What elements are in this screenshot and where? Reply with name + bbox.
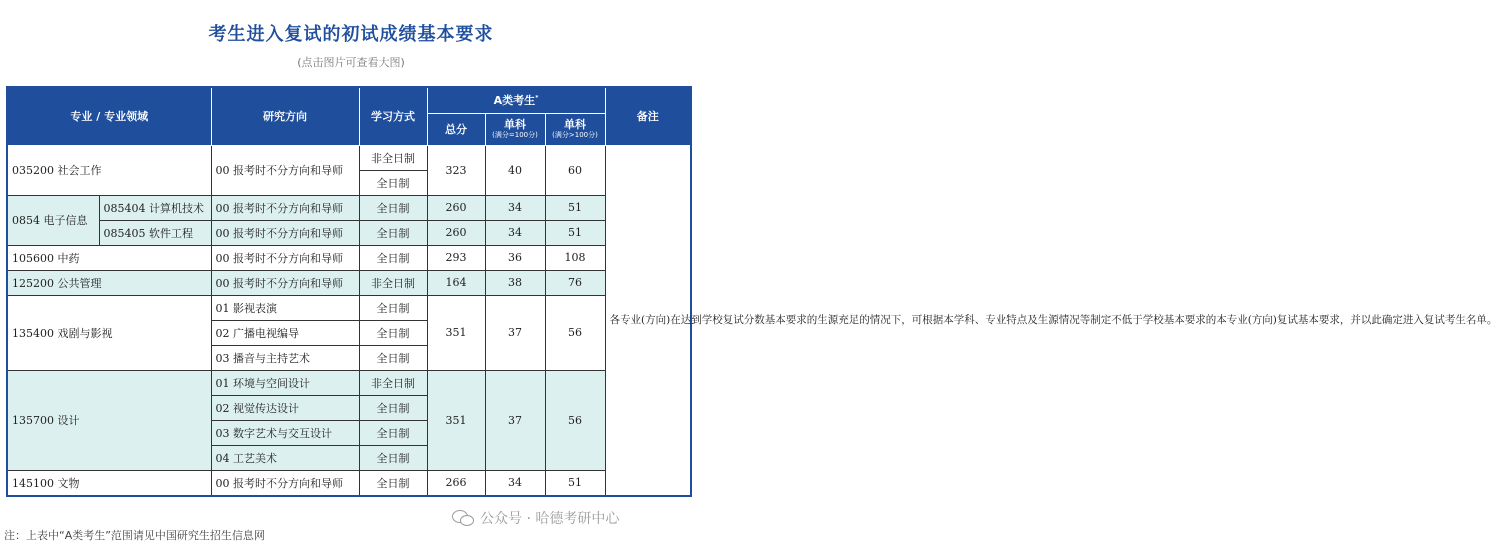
major-cell: 035200 社会工作 (7, 145, 211, 195)
direction-cell: 03 数字艺术与交互设计 (211, 420, 359, 445)
direction-cell: 00 报考时不分方向和导师 (211, 245, 359, 270)
direction-cell: 01 环境与空间设计 (211, 370, 359, 395)
watermark-text: 公众号 · 哈德考研中心 (480, 511, 620, 527)
wechat-icon (452, 510, 474, 526)
header-a-class: A类考生* (427, 87, 605, 113)
study-mode-cell: 全日制 (359, 420, 427, 445)
single-over-100-cell: 76 (545, 270, 605, 295)
study-mode-cell: 非全日制 (359, 270, 427, 295)
requirements-table (6, 86, 1497, 497)
direction-cell: 04 工艺美术 (211, 445, 359, 470)
single-over-100-cell: 56 (545, 295, 605, 370)
total-score-cell: 260 (427, 220, 485, 245)
study-mode-cell: 全日制 (359, 295, 427, 320)
single-over-100-cell: 51 (545, 470, 605, 496)
table-row (7, 470, 691, 496)
table-row (7, 195, 691, 220)
study-mode-cell: 全日制 (359, 320, 427, 345)
table-row (7, 245, 691, 270)
single-100-cell: 36 (485, 245, 545, 270)
direction-cell: 00 报考时不分方向和导师 (211, 145, 359, 195)
view-large-hint[interactable]: (点击图片可查看大图) (297, 56, 405, 69)
single-over-100-cell: 60 (545, 145, 605, 195)
total-score-cell: 164 (427, 270, 485, 295)
watermark (452, 508, 619, 528)
study-mode-cell: 全日制 (359, 445, 427, 470)
major-cell: 0854 电子信息 (7, 195, 99, 245)
single-over-100-cell: 108 (545, 245, 605, 270)
single-100-cell: 34 (485, 220, 545, 245)
major-cell: 135700 设计 (7, 370, 211, 470)
total-score-cell: 266 (427, 470, 485, 496)
direction-cell: 03 播音与主持艺术 (211, 345, 359, 370)
direction-cell: 00 报考时不分方向和导师 (211, 270, 359, 295)
single-100-cell: 38 (485, 270, 545, 295)
major-cell: 135400 戏剧与影视 (7, 295, 211, 370)
single-100-cell: 40 (485, 145, 545, 195)
header-direction: 研究方向 (211, 87, 359, 145)
direction-cell: 02 视觉传达设计 (211, 395, 359, 420)
single-100-cell: 34 (485, 195, 545, 220)
table-row (7, 295, 691, 320)
table-row (7, 145, 691, 170)
header-remarks: 备注 (605, 87, 691, 145)
header-single-100: 单科 (满分=100分) (485, 113, 545, 145)
study-mode-cell: 全日制 (359, 470, 427, 496)
major-cell: 145100 文物 (7, 470, 211, 496)
direction-cell: 00 报考时不分方向和导师 (211, 470, 359, 496)
header-single-over-100: 单科 (满分>100分) (545, 113, 605, 145)
study-mode-cell: 全日制 (359, 220, 427, 245)
major-cell: 125200 公共管理 (7, 270, 211, 295)
study-mode-cell: 全日制 (359, 195, 427, 220)
total-score-cell: 260 (427, 195, 485, 220)
table-row (7, 370, 691, 395)
total-score-cell: 293 (427, 245, 485, 270)
study-mode-cell: 全日制 (359, 170, 427, 195)
header-major: 专业 / 专业领域 (7, 87, 211, 145)
study-mode-cell: 全日制 (359, 395, 427, 420)
total-score-cell: 351 (427, 370, 485, 470)
major-cell: 105600 中药 (7, 245, 211, 270)
footnote: 注：上表中“A类考生”范围请见中国研究生招生信息网 (4, 529, 265, 542)
direction-cell: 00 报考时不分方向和导师 (211, 195, 359, 220)
single-100-cell: 34 (485, 470, 545, 496)
total-score-cell: 351 (427, 295, 485, 370)
table-row (7, 270, 691, 295)
header-total: 总分 (427, 113, 485, 145)
single-over-100-cell: 56 (545, 370, 605, 470)
total-score-cell: 323 (427, 145, 485, 195)
field-cell: 085404 计算机技术 (99, 195, 211, 220)
direction-cell: 02 广播电视编导 (211, 320, 359, 345)
direction-cell: 00 报考时不分方向和导师 (211, 220, 359, 245)
single-over-100-cell: 51 (545, 195, 605, 220)
single-100-cell: 37 (485, 370, 545, 470)
single-100-cell: 37 (485, 295, 545, 370)
remarks-note: 各专业(方向)在达到学校复试分数基本要求的生源充足的情况下，可根据本学科、专业特点及生源情况等制定不低于学校基本要求的本专业(方向)复试基本要求，并以此确定进入复试考生名单。 (605, 145, 691, 496)
study-mode-cell: 全日制 (359, 245, 427, 270)
page-title: 考生进入复试的初试成绩基本要求 (208, 24, 494, 45)
header-study-mode: 学习方式 (359, 87, 427, 145)
table-row (7, 220, 691, 245)
study-mode-cell: 非全日制 (359, 145, 427, 170)
study-mode-cell: 非全日制 (359, 370, 427, 395)
study-mode-cell: 全日制 (359, 345, 427, 370)
direction-cell: 01 影视表演 (211, 295, 359, 320)
single-over-100-cell: 51 (545, 220, 605, 245)
field-cell: 085405 软件工程 (99, 220, 211, 245)
